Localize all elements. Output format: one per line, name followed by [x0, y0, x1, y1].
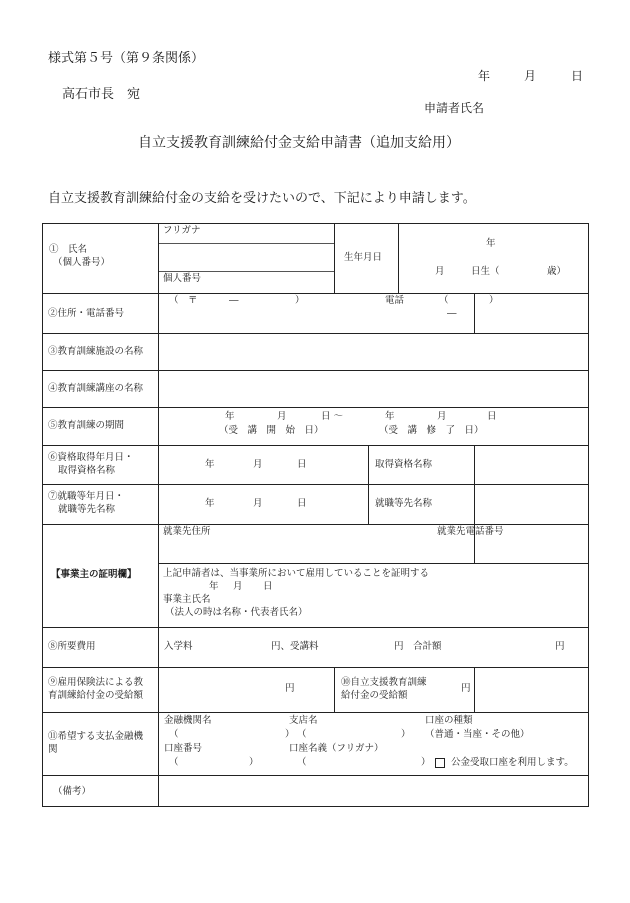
phone-dash: ― [447, 308, 457, 319]
date-day: 日 [571, 69, 584, 83]
costs-tuition-label: 円、受講料 [271, 641, 319, 652]
row-address [43, 294, 589, 334]
row-course [43, 371, 589, 408]
account-number-label: 口座番号 [164, 743, 203, 754]
row-employer-top [43, 525, 589, 564]
insurance-label-2: 育訓練給付金の受給額 [48, 690, 144, 701]
employment-label-1: ⑦就職等年月日・ [48, 491, 125, 502]
period-input-cell[interactable] [159, 408, 589, 446]
phone-close: ） [489, 295, 499, 306]
row-remarks [43, 776, 589, 807]
furigana-divider [159, 243, 334, 244]
dob-year: 年 [486, 238, 496, 249]
furigana-label: フリガナ [163, 225, 201, 236]
employer-name-note: （法人の時は名称・代表者氏名） [165, 607, 308, 619]
employment-day: 日 [297, 498, 307, 509]
bank-label-2: 関 [48, 744, 58, 755]
employer-address-cell[interactable] [159, 525, 475, 564]
facility-label-cell [43, 334, 159, 371]
qualification-name-input[interactable] [475, 446, 589, 485]
facility-input[interactable] [159, 334, 589, 371]
public-account-checkbox[interactable] [435, 758, 445, 768]
date-month: 月 [524, 69, 537, 83]
dob-label-cell [335, 224, 399, 294]
benefit-label-cell [335, 668, 475, 713]
period-label-cell [43, 408, 159, 446]
insurance-label-1: ⑨雇用保険法による教 [48, 677, 144, 688]
dob-input-cell[interactable] [399, 224, 589, 294]
course-label: ④教育訓練講座の名称 [48, 383, 144, 394]
page-title: 自立支援教育訓練給付金支給申請書（追加支給用） [138, 135, 460, 151]
benefit-amount-cell[interactable] [461, 668, 589, 713]
period-label: ⑤教育訓練の期間 [48, 420, 125, 431]
employer-cert-month: 月 [233, 581, 243, 593]
employer-label: 【事業主の証明欄】 [51, 569, 137, 580]
address-label-cell [43, 294, 159, 334]
postal-dash: ― [229, 295, 239, 306]
applicant-name-label: 申請者氏名 [424, 101, 485, 115]
benefit-yen: 円 [461, 683, 471, 694]
branch-paren-close: ） [401, 729, 411, 740]
form-number: 様式第５号（第９条関係） [48, 51, 205, 66]
qualification-name-label: 取得資格名称 [375, 459, 433, 470]
qualification-date-cell[interactable] [159, 446, 369, 485]
benefit-label-2: 給付金の受給額 [341, 690, 408, 701]
bank-paren-close: ） [285, 729, 295, 740]
bank-label-1: ⑪希望する支払金融機 [48, 731, 144, 742]
addressee: 高石市長 宛 [62, 87, 141, 102]
name-label: ① 氏名 [49, 244, 88, 255]
address-label: ②住所・電話番号 [48, 308, 125, 319]
account-type-options: （普通・当座・その他） [425, 729, 530, 740]
employer-phone-label: 就業先電話番号 [437, 526, 504, 537]
account-type-label: 口座の種類 [425, 715, 473, 726]
qualification-year: 年 [205, 459, 215, 470]
period-end-year: 年 [385, 411, 395, 422]
row-period [43, 408, 589, 446]
period-end-caption: （受 講 修 了 日） [379, 425, 484, 436]
employment-label-cell [43, 485, 159, 525]
branch-paren-open: （ [297, 729, 307, 740]
qualification-month: 月 [253, 459, 263, 470]
remarks-label-cell [43, 776, 159, 807]
application-form-table [42, 223, 589, 807]
bank-paren-open: （ [169, 729, 179, 740]
name-label-cell [43, 224, 159, 294]
bank-input-cell[interactable] [159, 713, 589, 776]
costs-yen: 円 [555, 641, 565, 652]
qualification-label-2: 取得資格名称 [58, 465, 116, 476]
qualification-label-cell [43, 446, 159, 485]
postal-close: ） [295, 295, 305, 306]
row-name [43, 224, 589, 294]
phone-open: （ [439, 295, 449, 306]
period-end-month: 月 [437, 411, 447, 422]
employer-name-label: 事業主氏名 [163, 594, 211, 606]
qualification-name-label-cell [369, 446, 475, 485]
course-label-cell [43, 371, 159, 408]
number-paren-open: （ [169, 757, 179, 768]
number-divider [159, 271, 334, 272]
employer-phone-cell[interactable] [437, 525, 589, 564]
employment-month: 月 [253, 498, 263, 509]
employer-label-cell [43, 525, 159, 628]
row-employment [43, 485, 589, 525]
employer-address-label: 就業先住所 [163, 526, 211, 537]
remarks-label: （備考） [53, 786, 92, 797]
costs-label-cell [43, 628, 159, 668]
employment-name-label-cell [369, 485, 475, 525]
account-holder-label: 口座名義（フリガナ） [289, 743, 384, 754]
employer-cert-year: 年 [209, 581, 219, 593]
public-account-checkbox-label: 公金受取口座を利用します。 [451, 757, 574, 768]
period-end-day: 日 [487, 411, 497, 422]
employer-cert-cell[interactable] [159, 564, 589, 628]
employment-name-label: 就職等先名称 [375, 498, 433, 509]
costs-total-label: 円 合計額 [394, 641, 442, 652]
bank-label-cell [43, 713, 159, 776]
insurance-amount-cell[interactable] [159, 668, 335, 713]
row-insurance [43, 668, 589, 713]
course-input[interactable] [159, 371, 589, 408]
costs-label: ⑧所要費用 [48, 641, 96, 652]
phone-label: 電話 [385, 295, 405, 306]
employment-date-cell[interactable] [159, 485, 369, 525]
period-start-day: 日 ～ [321, 411, 344, 422]
employment-year: 年 [205, 498, 215, 509]
number-paren-close: ） [249, 757, 259, 768]
bank-name-label: 金融機関名 [164, 715, 212, 726]
facility-label: ③教育訓練施設の名称 [48, 346, 144, 357]
costs-input-cell[interactable] [159, 628, 589, 668]
holder-paren-close: ） [421, 757, 431, 768]
row-costs [43, 628, 589, 668]
qualification-day: 日 [297, 459, 307, 470]
personal-number-field-label: 個人番号 [163, 273, 202, 284]
row-bank [43, 713, 589, 776]
period-start-year: 年 [225, 411, 235, 422]
dob-age: 歳） [547, 266, 567, 277]
date-year: 年 [478, 69, 491, 83]
row-qualification [43, 446, 589, 485]
costs-entrance-label: 入学料 [164, 641, 193, 652]
intro-text: 自立支援教育訓練給付金の支給を受けたいので、下記により申請します。 [48, 191, 476, 206]
period-start-caption: （受 講 開 始 日） [219, 425, 324, 436]
personal-number-label: （個人番号） [53, 257, 111, 268]
dob-day: 日生（ [471, 266, 500, 277]
remarks-input[interactable] [159, 776, 589, 807]
period-start-month: 月 [277, 411, 287, 422]
postal-open: （ 〒 [169, 295, 198, 306]
employment-label-2: 就職等先名称 [58, 504, 116, 515]
address-input-cell[interactable] [159, 294, 475, 334]
qualification-label-1: ⑥資格取得年月日・ [48, 452, 134, 463]
branch-label: 支店名 [289, 715, 318, 726]
row-facility [43, 334, 589, 371]
insurance-label-cell [43, 668, 159, 713]
phone-cell[interactable] [385, 294, 589, 334]
employment-name-input[interactable] [475, 485, 589, 525]
insurance-yen: 円 [285, 683, 295, 694]
dob-label: 生年月日 [344, 252, 383, 263]
employer-cert-day: 日 [263, 581, 273, 593]
dob-month: 月 [435, 266, 445, 277]
holder-paren-open: （ [297, 757, 307, 768]
employer-cert-text: 上記申請者は、当事業所において雇用していることを証明する [163, 568, 430, 580]
name-input-cell[interactable] [159, 224, 335, 294]
benefit-label-1: ⑩自立支援教育訓練 [341, 677, 427, 688]
